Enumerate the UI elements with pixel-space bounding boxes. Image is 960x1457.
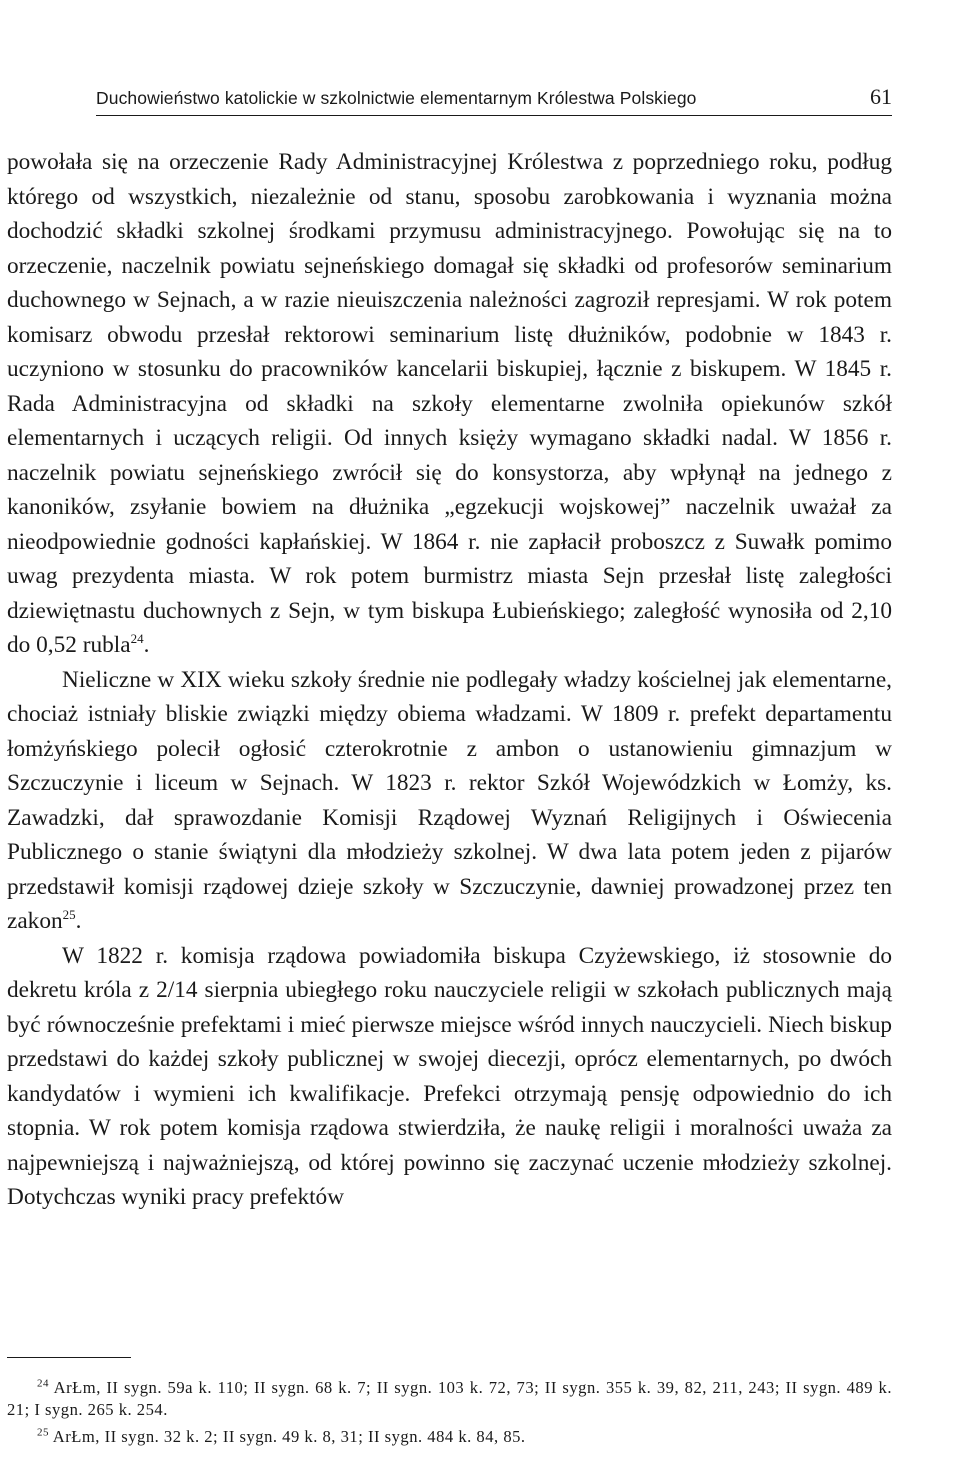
- paragraph-1-text: powołała się na orzeczenie Rady Administracyjnej Królestwa z poprzedniego roku, podług którego od wszystkich, niezależnie od stanu, sposobu zarobkowania i wyznania można dochodzić składki szkolnej środkami przymusu administracyjnego. Powołując się na to orzeczenie, naczelnik powiatu sejneńskiego domagał się składki od profesorów seminarium duchownego w Sejnach, a w razie nieuiszczenia należności zagroził represjami. W rok potem komisarz obwodu przesłał rektorowi seminarium listę dłużników, podobnie w 1843 r. uczyniono w stosunku do pracowników kancelarii biskupiej, łącznie z biskupem. W 1845 r. Rada Administracyjna od składki na szkoły elementarne zwolniła opiekunów szkół elementarnych i uczących religii. Od innych księży wymagano składki nadal. W 1856 r. naczelnik powiatu sejneńskiego zwrócił się do konsystorza, aby wpłynął na jednego z kanoników, zsyłanie bowiem na dłużnika „egzekucji wojskowej” naczelnik uważał za nieodpowiednie godności kapłańskiej. W 1864 r. nie zapłacił proboszcz z Suwałk pomimo uwag prezydenta miasta. W rok potem burmistrz miasta Sejn przesłał listę zaległości dziewiętnastu duchownych z Sejn, w tym biskupa Łubieńskiego; zaległość wynosiła od 2,10 do 0,52 rubla: [7, 149, 892, 658]
- footnotes: [7, 1377, 892, 1454]
- body-text: [7, 145, 892, 1215]
- running-header-title: Duchowieństwo katolickie w szkolnictwie elementarnym Królestwa Polskiego: [96, 88, 697, 108]
- footnote-number: 25: [37, 1426, 49, 1439]
- paragraph-1: [7, 145, 892, 663]
- paragraph-2: [7, 663, 892, 939]
- footnote-number: 24: [37, 1377, 49, 1390]
- footnote-text: ArŁm, II sygn. 32 k. 2; II sygn. 49 k. 8, 31; II sygn. 484 k. 84, 85.: [52, 1427, 526, 1446]
- paragraph-2-text: Nieliczne w XIX wieku szkoły średnie nie podlegały władzy kościelnej jak elementarne, chociaż istniały bliskie związki między obiema władzami. W 1809 r. prefekt departamentu łomżyńskiego polecił ogłosić czterokrotnie z ambon o ustanowieniu gimnazjum w Szczuczynie i liceum w Sejnach. W 1823 r. rektor Szkół Wojewódzkich w Łomży, ks. Zawadzki, dał sprawozdanie Komisji Rządowej Wyznań Religijnych i Oświecenia Publicznego o stanie świątyni dla młodzieży szkolnej. W dwa lata potem jeden z pijarów przedstawił komisji rządowej dzieje szkoły w Szczuczynie, dawniej prowadzonej przez ten zakon: [7, 666, 892, 934]
- header-rule: [96, 115, 892, 116]
- paragraph-2-end: .: [75, 908, 82, 934]
- paragraph-3: [7, 939, 892, 1215]
- page-number: 61: [870, 84, 892, 109]
- footnote-ref-25: 25: [62, 907, 76, 923]
- footnote-25: [7, 1426, 892, 1448]
- paragraph-1-end: .: [143, 632, 150, 658]
- paragraph-3-text: W 1822 r. komisja rządowa powiadomiła biskupa Czyżewskiego, iż stosownie do dekretu króla z 2/14 sierpnia ubiegłego roku nauczyciele religii w szkołach publicznych mają być równocześnie prefektami i mieć pierwsze miejsce wśród innych nauczycieli. Niech biskup przedstawi do każdej szkoły publicznej w swojej diecezji, oprócz elementarnych, po dwóch kandydatów i wymieni ich kwalifikacje. Prefekci otrzymają pensję odpowiednio do ich stopnia. W rok potem komisja rządowa stwierdziła, że naukę religii i moralności uważa za najpewniejszą i najważniejszą, od której powinno się zaczynać uczenie młodzieży szkolnej. Dotychczas wyniki pracy prefektów: [7, 942, 892, 1210]
- footnote-24: [7, 1377, 892, 1420]
- running-header: [96, 84, 892, 118]
- footnote-separator: [7, 1357, 131, 1358]
- footnote-ref-24: 24: [130, 631, 144, 647]
- footnote-text: ArŁm, II sygn. 59a k. 110; II sygn. 68 k. 7; II sygn. 103 k. 72, 73; II sygn. 355 k. 39, 82, 211, 243; II sygn. 489 k. 21; I sygn. 265 k. 254.: [7, 1378, 893, 1419]
